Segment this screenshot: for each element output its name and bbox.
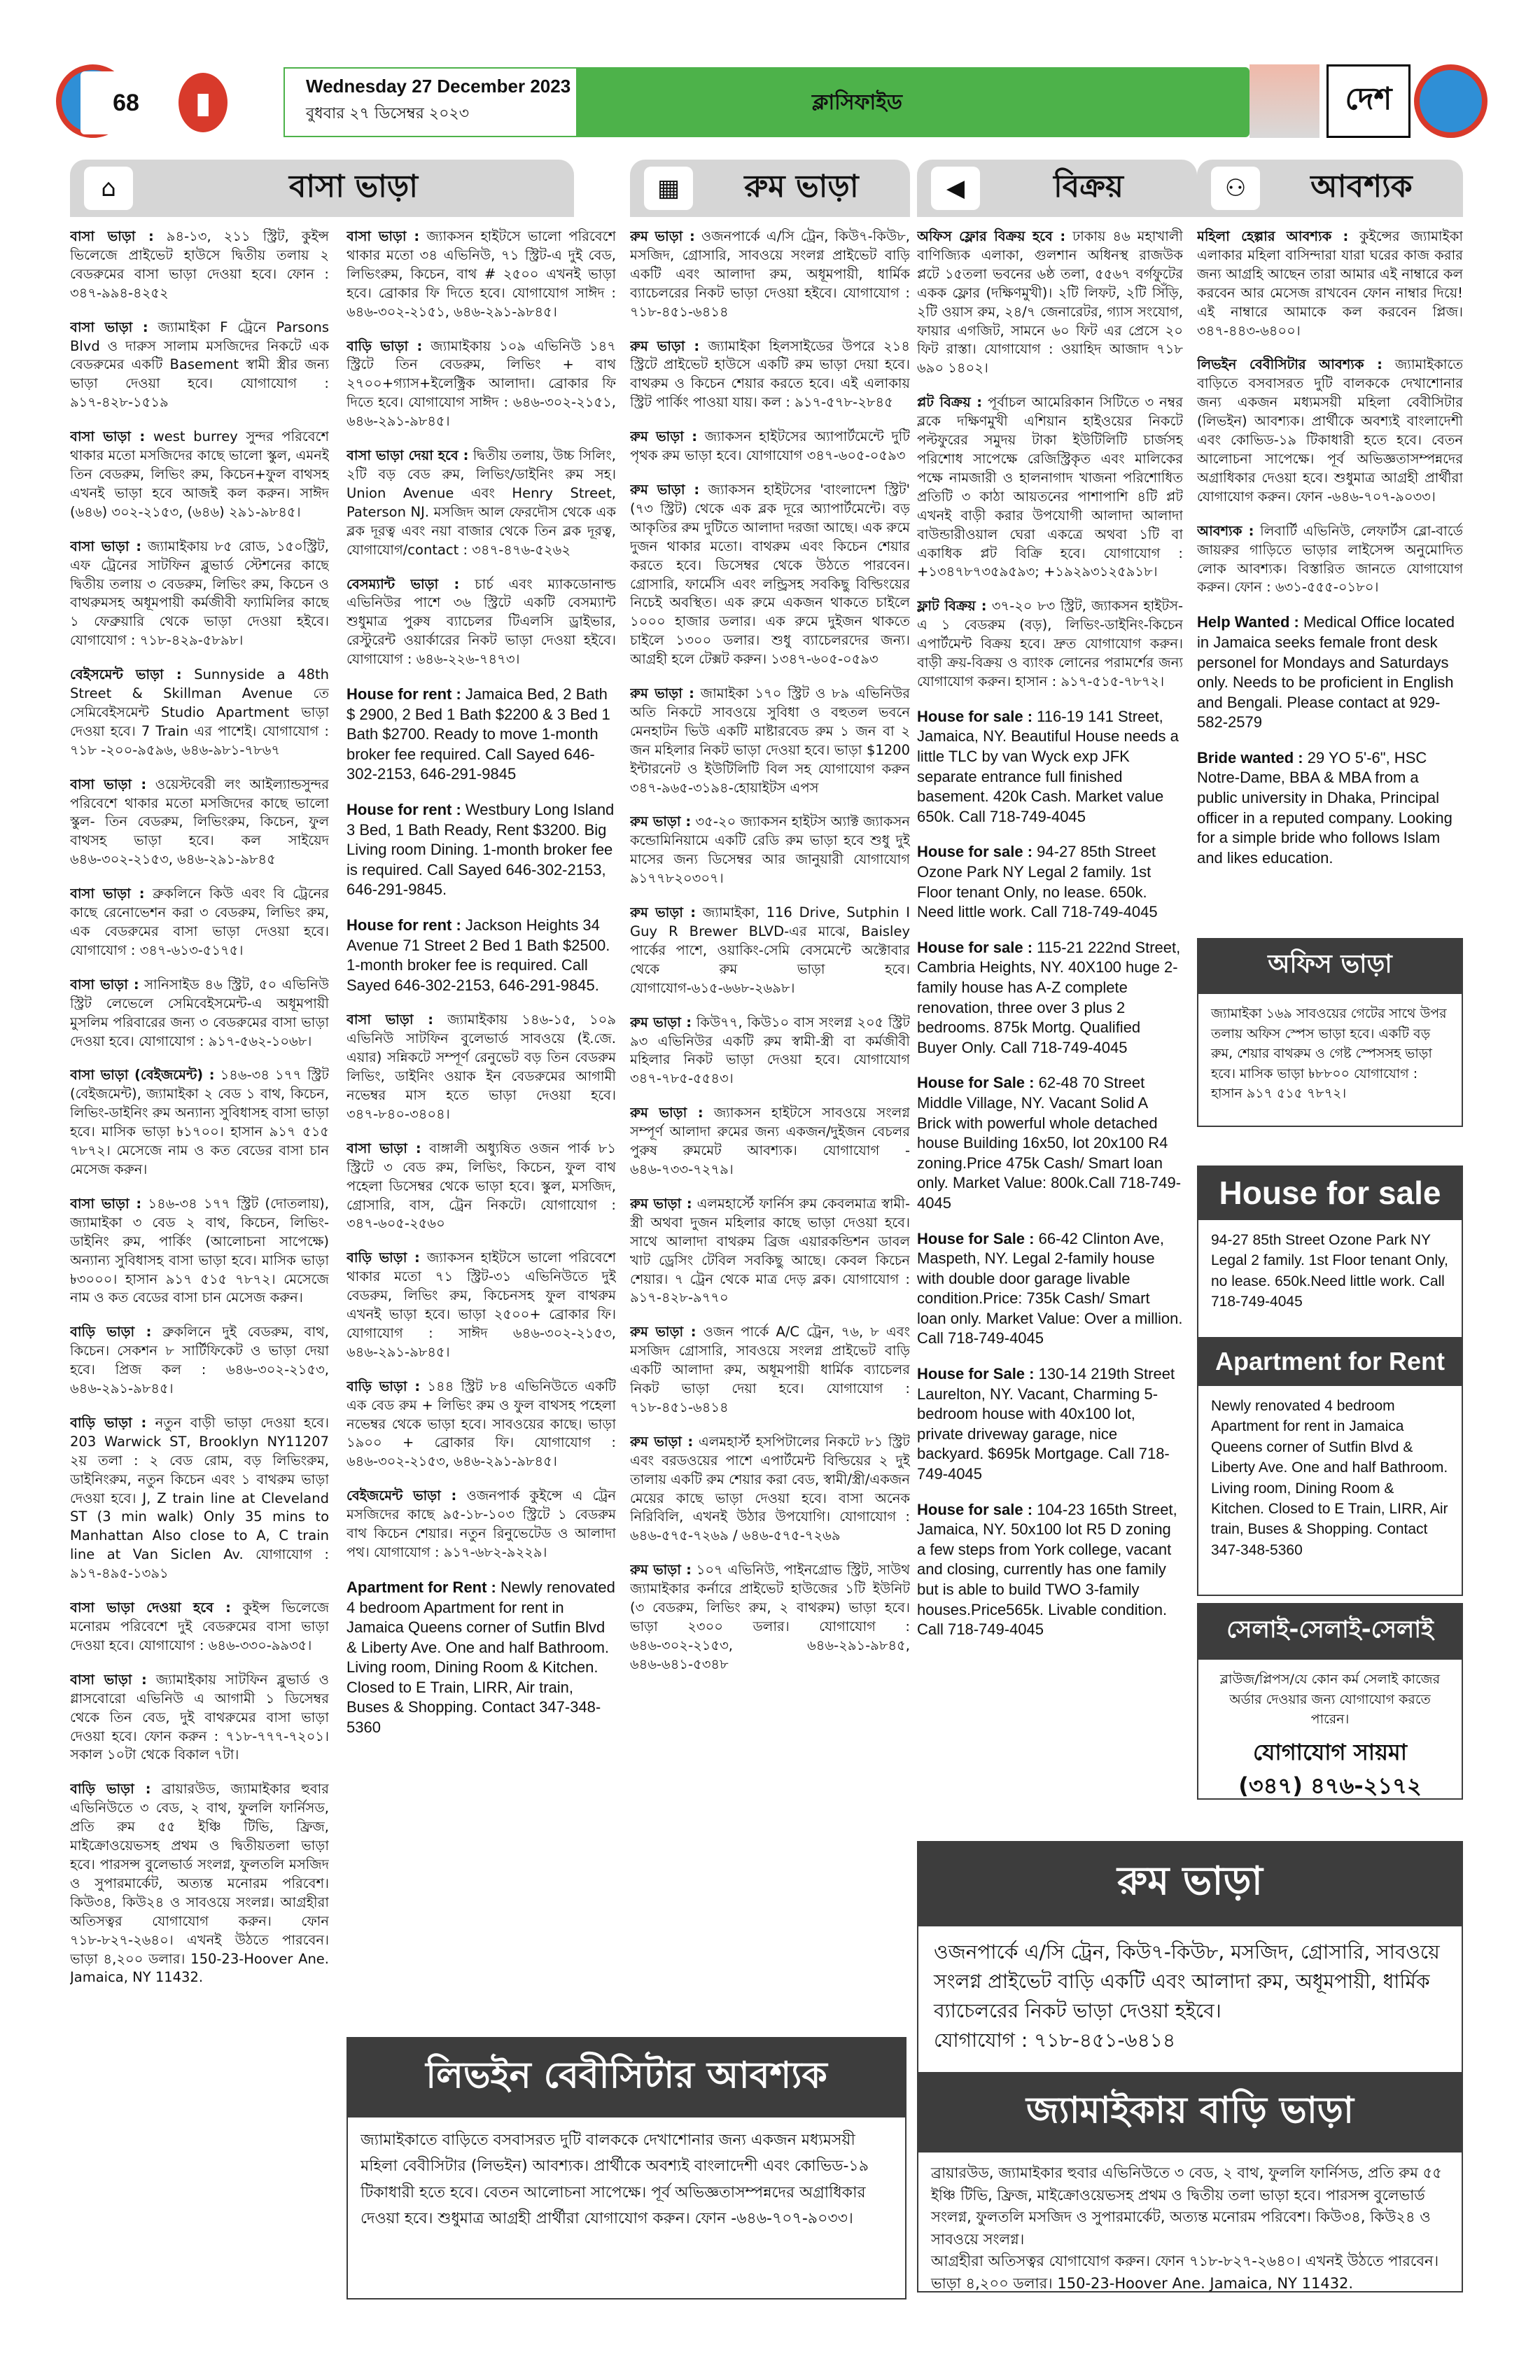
house-sale-box [1197, 1166, 1463, 1346]
column-title: বিক্রয় [1054, 168, 1124, 204]
page-number: 68 [80, 71, 172, 134]
ad-item: Bride wanted : 29 YO 5'-6", HSC Notre-Dame, BBA & MBA from a public university in Dhaka, Principal officer in a reputed company. Looking for a simple bride who follows Islam and likes education. [1197, 748, 1452, 867]
box-body: 94-27 85th Street Ozone Park NY Legal 2 family. 1st Floor tenant Only, no lease. 650k.Need little work. Call 718-749-4045 [1197, 1220, 1463, 1346]
page-header [56, 64, 1484, 141]
box-title: রুম ভাড়া [917, 1841, 1463, 1926]
ad-item: রুম ভাড়া : কিউ৭৭, কিউ১০ বাস সংলগ্ন ২০৫ স্ট্রিট ৯৩ এভিনিউর একটি রুম স্বামী-স্ত্রী বা কর্মজীবী মহিলার নিকট ভাড়া দেওয়া হবে। যোগাযোগ ৩৪৭-৭৮৫-৫৫৪৩। [630, 1014, 910, 1087]
sewing-description: ব্লাউজ/প্লিপস/যে কোন কর্ম সেলাই কাজের অর্ডার দেওয়ার জন্য যোগাযোগ করতে পারেন। [1219, 1672, 1441, 1727]
column-a [70, 227, 329, 2300]
building-icon: ▦ [644, 167, 693, 210]
ad-item: রুম ভাড়া : ওজন পার্কে A/C ট্রেন, ৭৬, ৮ এবং মসজিদ গ্রোসারি, সাবওয়ে সংলগ্ন প্রাইভেট বাড়ি একটি আলাদা রুম, অধূমপায়ী ধার্মিক ব্যাচেলর নিকট ভাড়া দেয়া হবে। যোগাযোগ : ৭১৮-৪৫১-৬৪১৪ [630, 1324, 910, 1415]
ad-item: আবশ্যক : লিবার্টি এভিনিউ, লেফার্টস ব্লো-বার্ডে জায়রুর গাড়িতে ভাড়ার লাইসেন্স অনুমোদিত লোক আবশ্যক। বিস্তারিত জানতে যোগাযোগ করুন। ফোন : ৬৩১-৫৫৫-০১৮০। [1197, 522, 1463, 596]
room-rent-contact: যোগাযোগ : ৭১৮-৪৫১-৬৪১৪ [934, 2029, 1176, 2052]
column-header-house-rent [70, 160, 574, 217]
column-title: রুম ভাড়া [744, 168, 859, 204]
megaphone-icon: ◀ [931, 167, 980, 210]
ad-item: বাসা ভাড়া : জ্যামাইকায় ১৪৬-১৫, ১০৯ এভিনিউ সাটফিন বুলেভার্ড সাবওয়ে (ই.জে. এয়ার) সন্নিকটে সম্পূর্ণ রেনুভেট বড় তিন বেডরুম লিভিং, ডাইনিং ওয়াক ইন বেডরুমের আগামী নভেম্বর মাস হতে ভাড়া দেওয়া হবে। ৩৪৭-৮৪০-৩৪০৪। [346, 1011, 616, 1122]
ad-item: রুম ভাড়া : জ্যাকসন হাইটসের অ্যাপার্টমেন্টে দুটি পৃথক রুম ভাড়া হবে। যোগাযোগ ৩৪৭-৬০৫-০৫৯৩ [630, 428, 910, 464]
column-d [917, 227, 1183, 1851]
house-icon: ⌂ [84, 167, 133, 210]
box-title: House for sale [1197, 1166, 1463, 1220]
ad-item: বাসা ভাড়া দেওয়া হবে : কুইন্স ভিলেজে মনোরম পরিবেশে দুই বেডরুমের বাসা ভাড়া দেওয়া হবে। যোগাযোগ : ৬৪৬-৩৩০-৯৯৩৫। [70, 1600, 329, 1653]
babysitter-box [346, 2037, 906, 2300]
column-e [1197, 227, 1463, 927]
ad-item: বাসা ভাড়া : ১৪৬-৩৪ ১৭৭ স্ট্রিট (দোতলায়), জ্যামাইকা ৩ বেড ২ বাথ, কিচেন, লিভিং-ডাইনিং রুম, পার্কিং (আলোচনা সাপেক্ষে) অন্যান্য সুবিধাসহ বাসা ভাড়া হবে। মাসিক ভাড়া ৳৩০০০। হাসান ৯১৭ ৫১৫ ৭৮৭২। মেসেজে নাম ও কত বেডের বাসা চান মেসেজ করুন। [70, 1195, 329, 1306]
ad-item: অফিস ফ্লোর বিক্রয় হবে : ঢাকায় ৪৬ মহাখালী বাণিজ্যিক এলাকা, গুলশান অধিনস্থ রাজউক প্লটে ১৫তলা ভবনের ৬ষ্ঠ তলা, ৫৫৬৭ বর্গফুটের একক ফ্লোর (দক্ষিণমুখী)। ২টি লিফট, ২টি সিঁড়ি, ২টি ওয়াস রুম, ২৪/৭ জেনারেটর, গ্যাস সংযোগ, ফায়ার এগজিট, সামনে ৬০ ফিট এর প্রেসে ২০ ফিট রাস্তা। যোগাযোগ : ওয়াহিদ আজাদ ৭১৮ ৬৯০ ১৪০২। [917, 228, 1183, 377]
ad-item: বাসা ভাড়া : ওয়েস্টবেরী লং আইল্যান্ডসুন্দর পরিবেশে থাকার মতো মসজিদের কাছে ভালো স্কুল- তিন বেডরুম, লিভিংরুম, কিচেন, ফুল বাথসহ ভাড়া হবে। কল সাইয়েদ ৬৪৬-৩০২-২১৫৩, ৬৪৬-২৯১-৯৮৪৫ [70, 776, 329, 868]
ad-item: রুম ভাড়া : জ্যাকসন হাইটসে সাবওয়ে সংলগ্ন সম্পূর্ণ আলাদা রুমের জন্য একজন/দুইজন বেচলর পুরুষ রুমমেট আবশ্যক। যোগাযোগ - ৬৪৬-৭৩৩-৭২৭৯। [630, 1105, 910, 1177]
box-title: জ্যামাইকায় বাড়ি ভাড়া [917, 2072, 1463, 2152]
jamaica-house-description: ব্রায়ারউড, জ্যামাইকার হুবার এভিনিউতে ৩ বেড, ২ বাথ, ফুললি ফার্নিসড, প্রতি রুম ৫৫ ইঞ্চি টিভি, ফ্রিজ, মাইক্রোওয়েভসহ প্রথম ও দ্বিতীয় তলা ভাড়া হবে। পারসন্স বুলেভার্ড সংলগ্ন, ফুলতলি মসজিদ ও সুপারমার্কেট, অত্যন্ত মনোরম পরিবেশ। কিউ৩৪, কিউ২৪ ও সাবওয়ে সংলগ্ন। [931, 2164, 1442, 2248]
ad-item: বাসা ভাড়া : বাঙ্গালী অধ্যুষিত ওজন পার্ক ৮১ স্ট্রিটে ৩ বেড রুম, লিভিং, কিচেন, ফুল বাথ পহেলা ডিসেম্বর থেকে ভাড়া হবে। স্কুল, মসজিদ, গ্রোসারি, বাস, ট্রেন নিকটে। যোগাযোগ : ৩৪৭-৬০৫-২৫৬০ [346, 1140, 616, 1232]
jamaica-house-contact: আগ্রহীরা অতিসত্বর যোগাযোগ করুন। ফোন ৭১৮-৮২৭-২৬৪০। এখনই উঠতে পারবেন। ভাড়া ৪,২০০ ডলার। 150-23-Hoover Ane. Jamaica, NY 11432. [931, 2253, 1439, 2292]
ad-item: বাড়ি ভাড়া : জ্যামাইকায় ১০৯ এভিনিউ ১৪৭ স্ট্রিটে তিন বেডরুম, লিভিং + বাথ ২৭০০+গ্যাস+ইলেক্ট্রিক আলাদা। ব্রোকার ফি দিতে হবে। যোগাযোগ সাঈদ : ৬৪৬-৩০২-২১৫১, ৬৪৬-২৯১-৯৮৪৫। [346, 337, 616, 430]
ad-item: বাসা ভাড়া : জ্যামাইকায় ৮৫ রোড, ১৫০স্ট্রিট, এফ ট্রেনের সাটফিন ব্লুভার্ড স্টেশনের কাছে দ্বিতীয় তলায় ৩ বেডরুম, লিভিং রুম, কিচেন ও বাথরুমসহ অধূমপায়ী কর্মজীবী ফ্যামিলির কাছে ১ ফেব্রুয়ারি থেকে ভাড়া দেওয়া হইবে। যোগাযোগ : ৭১৮-৪২৯-৫৮৯৮। [70, 538, 329, 649]
date-bangla: বুধবার ২৭ ডিসেম্বর ২০২৩ [306, 105, 470, 122]
ad-item: House for Sale : 130-14 219th Street Laurelton, NY. Vacant, Charming 5-bedroom house with 40x100 lot, private driveway garage, nice backyard. $695k Mortgage. Call 718-749-4045 [917, 1365, 1175, 1483]
statue-of-liberty-icon [1250, 64, 1320, 138]
ad-item: রুম ভাড়া : ওজনপার্কে এ/সি ট্রেন, কিউ৭-কিউ৮, মসজিদ, গ্রোসারি, সাবওয়ে সংলগ্ন প্রাইভেট বাড়ি একটি এবং আলাদা রুম, অধূমপায়ী, ধার্মিক ব্যাচেলরের নিকট ভাড়া দেওয়া হইবে। যোগাযোগ : ৭১৮-৪৫১-৬৪১৪ [630, 228, 910, 320]
ad-item: বাসা ভাড়া (বেইজমেন্ট) : ১৪৬-৩৪ ১৭৭ স্ট্রিট (বেইজমেন্ট), জ্যামাইকা ২ বেড ১ বাথ, কিচেন, লিভিং-ডাইনিং রুম অন্যান্য সুবিধাসহ বাসা ভাড়া হবে। মাসিক ভাড়া ৳১৭০০। হাসান ৯১৭ ৫১৫ ৭৮৭২। মেসেজে নাম ও কত বেডের বাসা চান মেসেজ করুন। [70, 1067, 329, 1177]
ad-item: House for rent : Jackson Heights 34 Avenue 71 Street 2 Bed 1 Bath $2500. 1-month broker fee is required. Call Sayed 646-302-2153, 646-291-9845. [346, 916, 610, 994]
ad-item: বাড়ি ভাড়া : নতুন বাড়ী ভাড়া দেওয়া হবে। 203 Warwick ST, Brooklyn NY11207 ২য় তলা : ২ বেড রোম, বড় লিভিংরুম, ডাইনিংরুম, নতুন কিচেন এবং ১ বাথরুম ভাড়া দেওয়া হবে। J, Z train line at Cleveland ST (3 min walk) Only 35 mins to Manhattan Also close to A, C train line at Van Siclen Av. যোগাযোগ : ৯১৭-৪৯৫-১৩৯১ [70, 1414, 329, 1582]
ad-item: House for Sale : 66-42 Clinton Ave, Maspeth, NY. Legal 2-family house with double door garage livable condition.Price: 735k Cash/ Smart loan only. Market Value: Over a million. Call 718-749-4045 [917, 1229, 1183, 1348]
box-body: জ্যামাইকাতে বাড়িতে বসবাসরত দুটি বালককে দেখাশোনার জন্য একজন মধ্যমসয়ী মহিলা বেবীসিটার (লিভইন) আবশ্যক। প্রার্থীকে অবশ্যই বাংলাদেশী এবং কোভিড-১৯ টিকাধারী হতে হবে। বেতন আলোচনা সাপেক্ষে। পূর্ব অভিজ্ঞতাসম্পন্নদের অগ্রাধিকার দেওয়া হবে। শুধুমাত্র আগ্রহী প্রার্থীরা যোগাযোগ করুন। ফোন -৬৪৬-৭০৭-৯০৩৩। [346, 2118, 906, 2300]
box-body [917, 1926, 1463, 2080]
people-icon: ⚇ [1211, 167, 1260, 210]
ad-item: House for sale : 104-23 165th Street, Jamaica, NY. 50x100 lot R5 D zoning a few steps from York college, vacant and closing, currently has one family but is able to build TWO 3-family houses.Price565k. Livable condition. Call 718-749-4045 [917, 1500, 1177, 1639]
ad-item: House for Sale : 62-48 70 Street Middle Village, NY. Vacant Solid A Brick with powerful whole detached house Building 16x50, lot 20x100 R4 zoning.Price 475k Cash/ Smart loan only. Market Value: 800k.Call 718-749-4045 [917, 1074, 1182, 1212]
ad-item: বেসম্যান্ট ভাড়া : চার্চ এবং ম্যাকডোনাল্ড এভিনিউর পাশে ৩৬ স্ট্রিটে একটি বেসম্যান্ট শুধুমাত্র পুরুষ ব্যাচেলর টিএলসি ড্রাইভার, রেস্টুরেন্ট ওয়ার্কারের নিকট ভাড়া দেওয়া হইবে। যোগাযোগ : ৬৪৬-২২৬-৭৪৭৩। [346, 575, 616, 668]
ad-item: Apartment for Rent : Newly renovated 4 bedroom Apartment for rent in Jamaica Queens corner of Sutfin Blvd & Liberty Ave. One and half Bathroom. Living room, Dining Room & Kitchen. Closed to E Train, LIRR, Air train, Buses & Shopping. Contact 347-348-5360 [346, 1578, 615, 1737]
ad-item: House for rent : Westbury Long Island 3 Bed, 1 Bath Ready, Rent $3200. Big Living room Dining. 1-month broker fee is required. Call Sayed 646-302-2153, 646-291-9845. [346, 801, 615, 899]
ad-item: বাসা ভাড়া : ব্রুকলিনে কিউ এবং বি ট্রেনের কাছে রেনোভেশন করা ৩ বেডরুম, লিভিং রুম, এক বেডরুমের বাসা ভাড়া দেওয়া হবে। যোগাযোগ : ৩৪৭-৬১৩-৫১৭৫। [70, 886, 329, 958]
logo-text: দেশ [1345, 81, 1392, 117]
box-title: সেলাই-সেলাই-সেলাই [1197, 1603, 1463, 1660]
ad-item: রুম ভাড়া : এলমহার্স্টে ফার্নিস রুম কেবলমাত্র স্বামী-স্ত্রী অথবা দুজন মহিলার কাছে ভাড়া দেওয়া হবে। সাথে আলাদা বাথরুম ব্রিজ এয়ারকন্ডিশন ডাবল খাট ড্রেসিং টেবিল সবকিছু আছে। কেবল কিচেন শেয়ার। ৭ ট্রেন থেকে মাত্র দেড় ব্লক। যোগাযোগ : ৯১৭-৪২৮-৯৭৭০ [630, 1195, 910, 1306]
column-header-room-rent [630, 160, 910, 217]
column-b [346, 227, 616, 2019]
ad-item: বেইজমেন্ট ভাড়া : ওজনপার্ক কুইন্সে এ ট্রেন মসজিদের কাছে ৯৫-১৮-১০৩ স্ট্রিটে ১ বেডরুম বাথ কিচেন শেয়ার। নতুন রিনুভেটেড ও আলাদা পথ। যোগাযোগ : ৯১৭-৬৮২-৯২২৯। [346, 1488, 616, 1560]
ad-item: রুম ভাড়া : এলমহার্স্ট হসপিটালের নিকটে ৮১ স্ট্রিট এবং বরডওয়ের পাশে এপার্টমেন্ট বিল্ডিয়ের ২ দুই তালায় একটি রুম শেয়ার করা বেড, স্বামী/স্ত্রী/একজন মেয়ের কাছে ভাড়া দেওয়া হবে। বাসা অনেক নিরিবিলি, এখনই উঠার উপযোগি। যোগাযোগ : ৬৪৬-৫৭৫-৭২৬৯ / ৬৪৬-৫৭৫-৭২৬৯ [630, 1433, 910, 1544]
ad-item: লিভইন বেবীসিটার আবশ্যক : জ্যামাইকাতে বাড়িতে বসবাসরত দুটি বালককে দেখাশোনার জন্য একজন মধ্যমসয়ী মহিলা বেবীসিটার (লিভইন) আবশ্যক। প্রার্থীকে অবশ্যই বাংলাদেশী এবং কোভিড-১৯ টিকাধারী হতে হবে। বেতন আলোচনা সাপেক্ষে। পূর্ব অভিজ্ঞতাসম্পন্নদের অগ্রাধিকার দেওয়া হবে। শুধুমাত্র আগ্রহী প্রার্থীরা যোগাযোগ করুন। ফোন -৬৪৬-৭০৭-৯০৩৩। [1197, 356, 1463, 505]
ad-item: রুম ভাড়া : জ্যামাইকা, 116 Drive, Sutphin I Guy R Brewer BLVD-এর মাঝে, Baisley পার্কের পাশে, ওয়াকিং-সেমি বেসমেন্টে অক্টোবার থেকে রুম ভাড়া হবে। যোগাযোগ-৬১৫-৬৬৮-২৬৯৮। [630, 904, 910, 996]
ad-item: বেইসমেন্ট ভাড়া : Sunnyside a 48th Street & Skillman Avenue তে সেমিবেইসমেন্ট Studio Apartment ভাড়া দেওয়া হবে। 7 Train এর পাশেই। যোগাযোগ : ৭১৮ -২০০-৯৫৯৬, ৬৪৬-৯৮১-৭৮৬৭ [70, 666, 329, 758]
box-title: Apartment for Rent [1197, 1337, 1463, 1386]
ad-item: Help Wanted : Medical Office located in Jamaica seeks female front desk personel for Mondays and Saturdays only. Needs to be proficient in English and Bengali. Please contact at 929-582-2579 [1197, 613, 1455, 732]
ad-item: বাসা ভাড়া : জ্যাকসন হাইটসে ভালো পরিবেশে থাকার মতো ৩৪ এভিনিউ, ৭১ স্ট্রিট-এ দুই বেড, লিভিংরুম, কিচেন, বাথ # ২৫০০ এখনই ভাড়া হবে। ব্রোকার ফি দিতে হবে। যোগাযোগ সাঈদ : ৬৪৬-৩০২-২১৫১, ৬৪৬-২৯১-৯৮৪৫। [346, 228, 616, 320]
ad-item: House for rent : Jamaica Bed, 2 Bath $ 2900, 2 Bed 1 Bath $2200 & 3 Bed 1 Bath $2700. Ready to move 1-month broker fee required. Call Sayed 646-302-2153, 646-291-9845 [346, 685, 610, 783]
date-box [284, 67, 578, 137]
sewing-contact-name: যোগাযোগ সায়মা [1253, 1738, 1407, 1765]
room-rent-description: ওজনপার্কে এ/সি ট্রেন, কিউ৭-কিউ৮, মসজিদ, গ্রোসারি, সাবওয়ে সংলগ্ন প্রাইভেট বাড়ি একটি এবং আলাদা রুম, অধূমপায়ী, ধার্মিক ব্যাচেলরের নিকট ভাড়া দেওয়া হইবে। [934, 1940, 1440, 2022]
ad-item: House for sale : 115-21 222nd Street, Cambria Heights, NY. 40X100 huge 2-family house has A-Z complete renovation, three over 3 plus 2 bedrooms. 875k Mortg. Qualified Buyer Only. Call 718-749-4045 [917, 938, 1181, 1056]
ad-item: House for sale : 94-27 85th Street Ozone Park NY Legal 2 family. 1st Floor tenant Only, no lease. 650k. Need little work. Call 718-749-4045 [917, 843, 1158, 921]
box-body [917, 2152, 1463, 2292]
ad-item: বাসা ভাড়া দেয়া হবে : দ্বিতীয় তলায়, উচ্চ সিলিং, ২টি বড় বেড রুম, লিভিং/ডাইনিং রুম সহ। Union Avenue এবং Henry Street, Paterson NJ. মসজিদ আল ফেরদৌস থেকে এক ব্লক দূরত্ব এবং নয়া বাজার থেকে তিন ব্লক দূরত্ব, যোগাযোগ/contact : ৩৪৭-৪৭৬-৫২৬২ [346, 447, 616, 558]
ad-item: House for sale : 116-19 141 Street, Jamaica, NY. Beautiful House needs a little TLC by van Wyck exp JFK separate entrance full finished basement. 420k Cash. Market value 650k. Call 718-749-4045 [917, 707, 1179, 825]
ad-item: রুম ভাড়া : জামাইকা ১৭০ স্ট্রিট ও ৮৯ এভিনিউর অতি নিকটে সাবওয়ে সুবিধা ও বহুতল ভবনে মেনহাটন ভিউ একটি মাষ্টারবেড রুম ১ জন বা ২ জন মহিলার নিকট ভাড়া দেওয়া হবে। ভাড়া $1200 ইন্টারনেট ও ইউটিলিটি বিল সহ যোগাযোগ করুন ৩৪৭-৯৬৫-৩১৯৪-হোয়াইটস এপস [630, 685, 910, 796]
box-body: জ্যামাইকা ১৬৯ সাবওয়ের গেটের সাথে উপর তলায় অফিস স্পেস ভাড়া হবে। একটি বড় রুম, শেয়ার বাথরুম ও গেষ্ট স্পেসসহ ভাড়া হবে। মাসিক ভাড়া ৳৮৮০০ যোগাযোগ : হাসান ৯১৭ ৫১৫ ৭৮৭২। [1197, 994, 1463, 1127]
ad-item: বাড়ি ভাড়া : ব্রুকলিনে দুই বেডরুম, বাথ, কিচেন। সেকশন ৮ সার্টিফিকেট ও ভাড়া দেয়া হবে। প্রিজ কল : ৬৪৬-৩০২-২১৫৩, ৬৪৬-২৯১-৯৮৪৫। [70, 1324, 329, 1397]
sewing-contact-phone: (৩৪৭) ৪৭৬-২১৭২ [1238, 1772, 1422, 1799]
room-rent-box [917, 1841, 1463, 2080]
flag-icon: ▮ [178, 73, 227, 132]
ad-item: বাসা ভাড়া : সানিসাইড ৪৬ স্ট্রিট, ৫০ এভিনিউ স্ট্রিট লেভেলে সেমিবেইসমেন্ট-এ অধূমপায়ী মুসলিম পরিবারের জন্য ৩ বেডরুমের বাসা ভাড়া দেওয়া হবে। যোগাযোগ : ৯১৭-৫৬২-১০৬৮। [70, 976, 329, 1049]
ad-item: বাড়ি ভাড়া : ব্রায়ারউড, জ্যামাইকার হুবার এভিনিউতে ৩ বেড, ২ বাথ, ফুললি ফার্নিসড, প্রতি রুম ৫৫ ইঞ্চি টিভি, ফ্রিজ, মাইক্রোওয়েভসহ প্রথম ও দ্বিতীয়তলা ভাড়া হবে। পারসন্স বুলেভার্ড সংলগ্ন, ফুলতলি মসজিদ ও সুপারমার্কেট, অত্যন্ত মনোরম পরিবেশ। কিউ৩৪, কিউ২৪ ও সাবওয়ে সংলগ্ন। আগ্রহীরা অতিসত্বর যোগাযোগ করুন। ফোন ৭১৮-৮২৭-২৬৪০। এখনই উঠতে পারবেন। ভাড়া ৪,২০০ ডলার। 150-23-Hoover Ane. Jamaica, NY 11432. [70, 1781, 329, 1986]
ad-item: বাসা ভাড়া : ৯৪-১৩, ২১১ স্ট্রিট, কুইন্স ভিলেজে প্রাইভেট হাউসে দ্বিতীয় তলায় ২ বেডরুমের বাসা ভাড়া দেওয়া হবে। ফোন : ৩৪৭-৯৯৪-৪২৫২ [70, 228, 329, 301]
ad-item: বাসা ভাড়া : west burrey সুন্দর পরিবেশে থাকার মতো মসজিদের কাছে ভালো স্কুল, এমনই তিন বেডরুম, লিভিং রুম, কিচেন+ফুল বাথসহ এখনই ভাড়া হবে আজই কল করুন। সাঈদ (৬৪৬) ৩০২-২১৫৩, (৬৪৬) ২৯১-৯৮৪৫। [70, 428, 329, 520]
box-body [1197, 1660, 1463, 1800]
column-header-sale [917, 160, 1197, 217]
jamaica-house-rent-box [917, 2072, 1463, 2292]
ad-item: প্লট বিক্রয় : পূর্বাচল আমেরিকান সিটিতে ৩ নম্বর ব্লকে দক্ষিণমুখী এশিয়ান হাইওয়ের নিকটে পল্টফুরের সমুদয় টাকা ইউটিলিটি চার্জসহ পরিশোধ সাপেক্ষে রেজিস্ট্রিকৃত এবং মালিকের পক্ষে নামজারী ও হালনাগাদ খাজনা পরিশোধিত প্রতিটি ৩ কাঠা আয়তনের পাশাপাশি ৪টি প্লট এখনই বাড়ী করার উপযোগী আলাদা আলাদা বাউন্ডারীওয়াল ঘেরা একত্রে অথবা ১টি বা একাধিক প্লট বিক্রি হবে। যোগাযোগ : +১৩৪৭৮৭৩৫৯৫৯৩; +১৯২৯৩১২৫৯১৮। [917, 394, 1183, 580]
column-c [630, 227, 910, 2019]
box-title: অফিস ভাড়া [1197, 938, 1463, 994]
ad-item: ফ্লাট বিক্রয় : ৩৭-২০ ৮৩ স্ট্রিট, জ্যাকসন হাইটস-এ ১ বেডরুম (বড়), লিভিং-ডাইনিং-কিচেন এপার্টমেন্ট বিক্রয় হবে। দ্রুত যোগাযোগ করুন। বাড়ী ক্রয়-বিক্রয় ও ব্যাংক লোনের পরামর্শের জন্য যোগাযোগ করুন। হাসান : ৯১৭-৫১৫-৭৮৭২। [917, 598, 1183, 690]
sewing-box [1197, 1603, 1463, 1800]
header-right-circle [1414, 64, 1488, 138]
section-title: ক্লাসিফাইড [812, 90, 902, 115]
apartment-rent-box [1197, 1337, 1463, 1596]
ad-item: রুম ভাড়া : ১০৭ এভিনিউ, পাইনগ্রোভ স্ট্রিট, সাউথ জ্যামাইকার কর্নারে প্রাইভেট হাউজের ১টি ইউনিট (৩ বেডরুম, লিভিং রুম, ২ বাথরুম) ভাড়া হবে। ভাড়া ২৩০০ ডলার। যোগাযোগ : ৬৪৬-৩০২-২১৫৩, ৬৪৬-২৯১-৯৮৪৫, ৬৪৬-৬৪১-৫৩৪৮ [630, 1562, 910, 1672]
ad-item: বাসা ভাড়া : জ্যামাইকা F ট্রেনে Parsons Blvd ও দারুস সালাম মসজিদের নিকটে এক বেডরুমের একটি Basement স্বামী স্ত্রীর জন্য ভাড়া দেওয়া হবে। যোগাযোগ : ৯১৭-৪২৮-১৫১৯ [70, 318, 329, 411]
column-title: বাসা ভাড়া [288, 168, 419, 204]
ad-item: মহিলা হেল্পার আবশ্যক : কুইন্সের জ্যামাইকা এলাকার মহিলা বাসিন্দারা যারা ঘরের কাজ করার জন্য আগ্রহি আছেন তারা আমার এই নাম্বারে কল করবেন আর মেসেজ রাখবেন ফোন নাম্বার দিয়ে! এই নাম্বারে আমাকে কল করবেন প্লিজ। ৩৪৭-৪৪৩-৬৪০০। [1197, 228, 1463, 339]
box-title: লিভইন বেবীসিটার আবশ্যক [346, 2037, 906, 2118]
office-rent-box [1197, 938, 1463, 1127]
desh-logo [1326, 64, 1410, 138]
column-header-wanted [1197, 160, 1463, 217]
ad-item: বাড়ি ভাড়া : জ্যাকসন হাইটসে ভালো পরিবেশে থাকার মতো ৭১ স্ট্রিট-৩১ এভিনিউতে দুই বেডরুম, লিভিং রুম, কিচেনসহ ফুল বাথরুম এখনই ভাড়া হবে। ভাড়া ২৫০০+ ব্রোকার ফি। যোগাযোগ : সাঈদ ৬৪৬-৩০২-২১৫৩, ৬৪৬-২৯১-৯৮৪৫। [346, 1250, 616, 1360]
ad-item: রুম ভাড়া : ৩৫-২০ জ্যাকসন হাইটস অ্যাক্ট জ্যাকসন কন্ডোমিনিয়ামে একটি রেডি রুম ভাড়া হবে শুধু দুই মাসের জন্য ডিসেম্বর আর জানুয়ারী যোগাযোগ ৯১৭৭৮২০৩০৭। [630, 813, 910, 887]
date-english: Wednesday 27 December 2023 [306, 76, 571, 97]
ad-item: রুম ভাড়া : জ্যাকসন হাইটসের 'বাংলাদেশ স্ট্রিট' (৭৩ স্ট্রিট) থেকে এক ব্লক দূরে অ্যাপার্টমেন্টে। বড় আকৃতির রুম দুটিতে আলাদা দরজা আছে। এক রুমে দুজন থাকার মতো। বাথরুম এবং কিচেন শেয়ার করতে হবে। ডিসেম্বর থেকে উঠতে পারবেন। গ্রোসারি, ফার্মেসি এবং লন্ড্রিসহ সবকিছু বিল্ডিংয়ের নিচেই অবস্থিত। এক রুমে একজন থাকতে চাইলে ১০০০ হাজার ডলার। এক রুমে দুইজন থাকতে চাইলে ১৩০০ ডলার। শুধু ব্যাচেলরদের জন্য। আগ্রহী হলে টেক্সট করুন। ১৩৪৭-৬০৫-০৫৯৩ [630, 481, 910, 668]
column-title: আবশ্যক [1310, 168, 1413, 204]
ad-item: বাড়ি ভাড়া : ১৪৪ স্ট্রিট ৮৪ এভিনিউতে একটি এক বেড রুম + লিভিং রুম ও ফুল বাথসহ পহেলা নভেম্বর থেকে ভাড়া হবে। সাবওয়ের কাছে। ভাড়া ১৯০০ + ব্রোকার ফি। যোগাযোগ : ৬৪৬-৩০২-২১৫৩, ৬৪৬-২৯১-৯৮৪৫। [346, 1378, 616, 1470]
ad-item: বাসা ভাড়া : জ্যামাইকায় সাটফিন ব্লুভার্ড ও গ্লাসবোরো এভিনিউ এ আগামী ১ ডিসেম্বর থেকে তিন বেড, দুই বাথরুমের বাসা ভাড়া দেওয়া হবে। ফোন করুন : ৭১৮-৭৭৭-৭২০১। সকাল ১০টা থেকে বিকাল ৭টা। [70, 1671, 329, 1763]
ad-item: রুম ভাড়া : জ্যামাইকা হিলসাইডের উপরে ২১৪ স্ট্রিটে প্রাইভেট হাউসে একটি রুম ভাড়া দেয়া হবে। বাথরুম ও কিচেন শেয়ার করতে হবে। এই এলাকায় স্ট্রিট পার্কিং পাওয়া যায়। কল : ৯১৭-৫৭৮-২৮৪৫ [630, 337, 910, 411]
box-body: Newly renovated 4 bedroom Apartment for rent in Jamaica Queens corner of Sutfin Blvd & Liberty Ave. One and half Bathroom. Living room, Dining Room & Kitchen. Closed to E Train, LIRR, Air train, Buses & Shopping. Contact 347-348-5360 [1197, 1386, 1463, 1596]
